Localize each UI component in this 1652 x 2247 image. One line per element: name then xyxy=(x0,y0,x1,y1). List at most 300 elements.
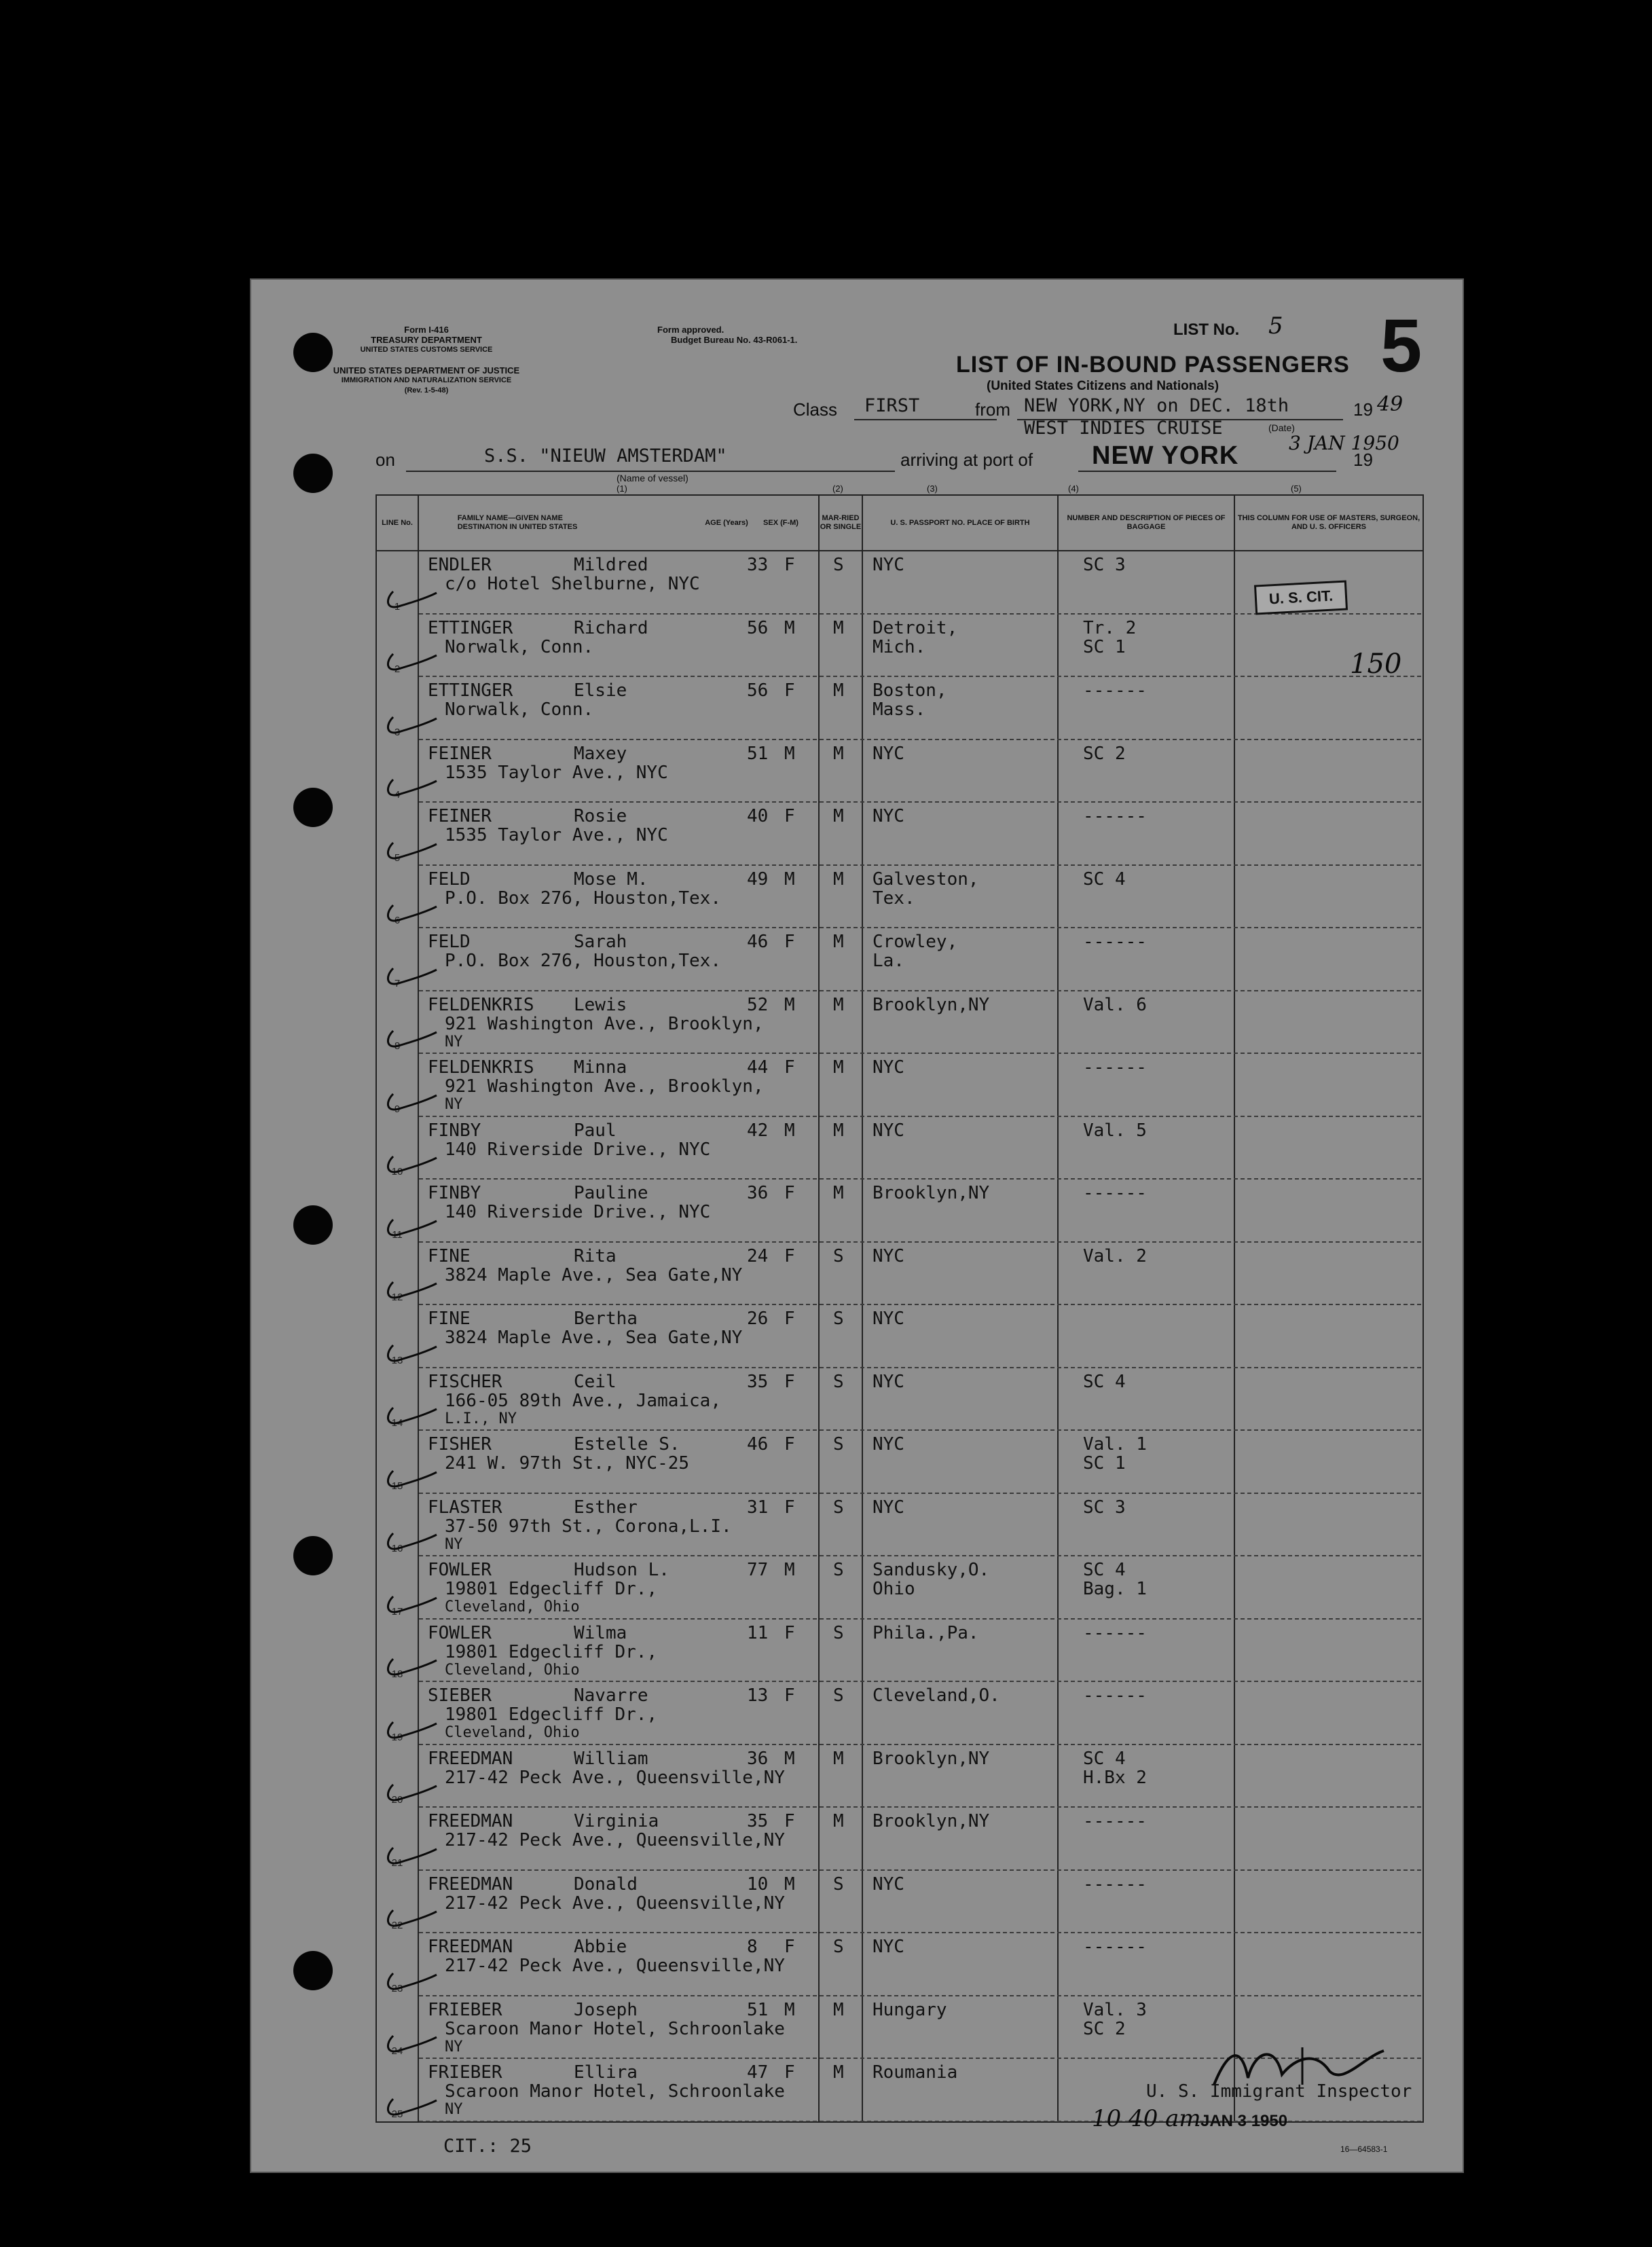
age: 44 xyxy=(747,1057,769,1078)
marital-status: M xyxy=(833,994,844,1015)
destination-line2: NY xyxy=(445,1033,463,1051)
given-name: Bertha xyxy=(574,1309,638,1329)
destination-line1: 921 Washington Ave., Brooklyn, xyxy=(445,1013,764,1034)
line-number: 12 xyxy=(391,1292,403,1303)
baggage-line1: ------ xyxy=(1083,806,1147,826)
line-number: 6 xyxy=(394,915,401,926)
table-row xyxy=(377,615,1422,677)
given-name: Mildred xyxy=(574,555,648,575)
family-name: FLASTER xyxy=(428,1497,502,1518)
destination-line2: NY xyxy=(445,2038,463,2056)
year-handwritten: 49 xyxy=(1377,392,1403,416)
given-name: Donald xyxy=(574,1874,638,1895)
baggage-line1: SC 3 xyxy=(1083,1497,1126,1518)
line-number: 7 xyxy=(394,977,401,989)
baggage-line1: Tr. 2 xyxy=(1083,617,1137,638)
baggage-line1: ------ xyxy=(1083,1937,1147,1957)
age: 51 xyxy=(747,743,769,764)
destination-line1: Norwalk, Conn. xyxy=(445,636,594,657)
sex: M xyxy=(784,1748,795,1769)
baggage-line2: SC 1 xyxy=(1083,636,1126,657)
port-stamp: NEW YORK xyxy=(1092,441,1239,470)
family-name: FEINER xyxy=(428,743,492,764)
handwritten-note: 150 xyxy=(1350,648,1402,680)
check-mark-icon xyxy=(378,1201,439,1241)
sex: F xyxy=(784,932,795,952)
binder-hole xyxy=(293,454,333,493)
line-number: 2 xyxy=(394,663,401,675)
check-mark-icon xyxy=(378,1514,439,1555)
check-mark-icon xyxy=(378,1326,439,1367)
destination-line1: 1535 Taylor Ave., NYC xyxy=(445,825,668,845)
line-number: 5 xyxy=(394,852,401,864)
given-name: Joseph xyxy=(574,1999,638,2020)
check-mark-icon xyxy=(378,949,439,990)
arrival-year-prefix: 19 xyxy=(1353,450,1373,470)
family-name: FELDENKRIS xyxy=(428,1057,534,1078)
table-row xyxy=(377,1745,1422,1808)
baggage-line2: Bag. 1 xyxy=(1083,1579,1147,1599)
line-number: 23 xyxy=(391,1982,403,1994)
family-name: ENDLER xyxy=(428,555,492,575)
destination-line1: 37-50 97th St., Corona,L.I. xyxy=(445,1516,732,1537)
birthplace-line1: NYC xyxy=(873,1245,904,1266)
marital-status: S xyxy=(833,1497,844,1518)
destination-line1: 241 W. 97th St., NYC-25 xyxy=(445,1453,690,1474)
table-row xyxy=(377,928,1422,991)
marital-status: S xyxy=(833,1245,844,1266)
table-row xyxy=(377,740,1422,803)
destination-line1: 19801 Edgecliff Dr., xyxy=(445,1704,658,1725)
table-row xyxy=(377,1556,1422,1619)
inspector-title: U. S. Immigrant Inspector xyxy=(1146,2081,1412,2102)
sex: F xyxy=(784,1622,795,1643)
binder-hole xyxy=(293,1536,333,1575)
birthplace-line1: Hungary xyxy=(873,1999,947,2020)
baggage-line2: H.Bx 2 xyxy=(1083,1767,1147,1788)
print-code: 16—64583-1 xyxy=(1340,2144,1388,2154)
check-mark-icon xyxy=(378,824,439,864)
birthplace-line1: Brooklyn,NY xyxy=(873,1811,990,1831)
age: 49 xyxy=(747,869,769,890)
birthplace-line1: NYC xyxy=(873,1057,904,1078)
marital-status: S xyxy=(833,1622,844,1643)
birthplace-line2: Tex. xyxy=(873,888,915,909)
birthplace-line1: Boston, xyxy=(873,680,947,701)
birthplace-line1: Detroit, xyxy=(873,617,958,638)
marital-status: M xyxy=(833,1183,844,1203)
birthplace-line1: Galveston, xyxy=(873,869,979,890)
baggage-line1: Val. 6 xyxy=(1083,994,1147,1015)
sex: F xyxy=(784,1057,795,1078)
sex: M xyxy=(784,1999,795,2020)
sex: F xyxy=(784,1309,795,1329)
sex: F xyxy=(784,2062,795,2083)
age: 52 xyxy=(747,994,769,1015)
line-number: 18 xyxy=(391,1668,403,1680)
family-name: FOWLER xyxy=(428,1622,492,1643)
family-name: ETTINGER xyxy=(428,617,513,638)
destination-line1: 3824 Maple Ave., Sea Gate,NY xyxy=(445,1328,743,1348)
age: 35 xyxy=(747,1371,769,1392)
family-name: FINE xyxy=(428,1245,471,1266)
destination-line2: NY xyxy=(445,1535,463,1553)
sex: F xyxy=(784,555,795,575)
family-name: FISCHER xyxy=(428,1371,502,1392)
birthplace-line1: NYC xyxy=(873,1937,904,1957)
marital-status: M xyxy=(833,617,844,638)
given-name: Hudson L. xyxy=(574,1560,669,1580)
birthplace-line1: NYC xyxy=(873,1120,904,1141)
table-row xyxy=(377,1808,1422,1870)
line-number: 11 xyxy=(392,1228,403,1241)
destination-line1: P.O. Box 276, Houston,Tex. xyxy=(445,951,721,971)
destination-line1: 921 Washington Ave., Brooklyn, xyxy=(445,1076,764,1097)
binder-hole xyxy=(293,788,333,827)
sex: M xyxy=(784,1874,795,1895)
baggage-line2: SC 1 xyxy=(1083,1453,1126,1474)
check-mark-icon xyxy=(378,1012,439,1053)
family-name: SIEBER xyxy=(428,1685,492,1706)
check-mark-icon xyxy=(378,1075,439,1116)
destination-line1: c/o Hotel Shelburne, NYC xyxy=(445,574,700,594)
age: 51 xyxy=(747,1999,769,2020)
baggage-line1: ------ xyxy=(1083,1811,1147,1831)
header-name: FAMILY NAME—GIVEN NAME DESTINATION IN UNITED STATES xyxy=(457,514,578,531)
sex: M xyxy=(784,994,795,1015)
check-mark-icon xyxy=(378,761,439,801)
check-mark-icon xyxy=(378,1137,439,1178)
check-mark-icon xyxy=(378,1640,439,1681)
marital-status: S xyxy=(833,1560,844,1580)
line-number: 20 xyxy=(391,1794,403,1806)
big-list-number: 5 xyxy=(1380,304,1422,388)
line-number: 13 xyxy=(391,1354,403,1366)
on-label: on xyxy=(375,450,395,470)
given-name: Mose M. xyxy=(574,869,648,890)
sex: F xyxy=(784,680,795,701)
budget-bureau: Budget Bureau No. 43-R061-1. xyxy=(671,335,798,345)
revision: (Rev. 1-5-48) xyxy=(404,386,449,395)
sex: M xyxy=(784,617,795,638)
marital-status: S xyxy=(833,1685,844,1706)
marital-status: M xyxy=(833,2062,844,2083)
arriving-label: arriving at port of xyxy=(900,450,1033,470)
birthplace-line1: Roumania xyxy=(873,2062,958,2083)
class-label: Class xyxy=(793,399,838,420)
check-mark-icon xyxy=(378,1829,439,1869)
age: 56 xyxy=(747,617,769,638)
given-name: Rosie xyxy=(574,806,627,826)
given-name: Ellira xyxy=(574,2062,638,2083)
table-row xyxy=(377,1494,1422,1556)
us-citizen-stamp: U. S. CIT. xyxy=(1254,580,1348,615)
from-value: NEW YORK,NY on DEC. 18th xyxy=(1024,395,1289,416)
given-name: Estelle S. xyxy=(574,1434,680,1455)
header-passport: U. S. PASSPORT NO. PLACE OF BIRTH xyxy=(890,518,1030,527)
table-row xyxy=(377,677,1422,739)
check-mark-icon xyxy=(378,1954,439,1995)
marital-status: S xyxy=(833,1874,844,1895)
given-name: Pauline xyxy=(574,1183,648,1203)
check-mark-icon xyxy=(378,2017,439,2058)
table-row xyxy=(377,1054,1422,1116)
given-name: Wilma xyxy=(574,1622,627,1643)
marital-status: S xyxy=(833,1309,844,1329)
list-no-label: LIST No. xyxy=(1173,321,1240,339)
passenger-table xyxy=(375,494,1424,2123)
given-name: Richard xyxy=(574,617,648,638)
sex: M xyxy=(784,869,795,890)
destination-line1: 166-05 89th Ave., Jamaica, xyxy=(445,1390,721,1411)
arrival-date-stamp: 3 JAN 1950 xyxy=(1289,432,1399,454)
marital-status: M xyxy=(833,680,844,701)
family-name: FOWLER xyxy=(428,1560,492,1580)
list-no-value: 5 xyxy=(1268,312,1283,340)
marital-status: M xyxy=(833,1811,844,1831)
sex: M xyxy=(784,1560,795,1580)
baggage-line1: ------ xyxy=(1083,680,1147,701)
sex: F xyxy=(784,1245,795,1266)
marital-status: M xyxy=(833,806,844,826)
baggage-line1: SC 4 xyxy=(1083,1560,1126,1580)
age: 36 xyxy=(747,1748,769,1769)
baggage-line2: SC 2 xyxy=(1083,2018,1126,2039)
family-name: FREEDMAN xyxy=(428,1937,513,1957)
age: 56 xyxy=(747,680,769,701)
header-age: AGE (Years) xyxy=(705,518,748,527)
binder-hole xyxy=(293,333,333,372)
cruise-note: WEST INDIES CRUISE xyxy=(1024,418,1223,439)
col-num-2: (2) xyxy=(832,483,843,494)
marital-status: M xyxy=(833,1120,844,1141)
family-name: FRIEBER xyxy=(428,2062,502,2083)
baggage-line1: SC 3 xyxy=(1083,555,1126,575)
line-number: 24 xyxy=(391,2045,403,2057)
table-row xyxy=(377,1305,1422,1368)
inspector-date: JAN 3 1950 xyxy=(1200,2112,1288,2130)
line-number: 4 xyxy=(394,789,401,801)
line-number: 17 xyxy=(391,1605,403,1618)
sex: F xyxy=(784,1685,795,1706)
given-name: Paul xyxy=(574,1120,617,1141)
sex: F xyxy=(784,1434,795,1455)
baggage-line1: ------ xyxy=(1083,1057,1147,1078)
birthplace-line1: Cleveland,O. xyxy=(873,1685,1000,1706)
check-mark-icon xyxy=(378,1577,439,1618)
table-row xyxy=(377,1431,1422,1493)
table-row xyxy=(377,1368,1422,1431)
destination-line1: 140 Riverside Drive., NYC xyxy=(445,1202,711,1222)
baggage-line1: ------ xyxy=(1083,1622,1147,1643)
binder-hole xyxy=(293,1951,333,1990)
check-mark-icon xyxy=(378,1766,439,1806)
family-name: FELDENKRIS xyxy=(428,994,534,1015)
age: 31 xyxy=(747,1497,769,1518)
given-name: Ceil xyxy=(574,1371,617,1392)
check-mark-icon xyxy=(378,2080,439,2121)
sex: F xyxy=(784,1371,795,1392)
col-num-1: (1) xyxy=(617,483,627,494)
table-row xyxy=(377,1933,1422,1996)
birthplace-line1: NYC xyxy=(873,1874,904,1895)
treasury-dept: TREASURY DEPARTMENT xyxy=(371,335,482,345)
header-officers: THIS COLUMN FOR USE OF MASTERS, SURGEON, AND U. S. OFFICERS xyxy=(1237,514,1420,531)
destination-line1: 19801 Edgecliff Dr., xyxy=(445,1579,658,1599)
marital-status: M xyxy=(833,1748,844,1769)
destination-line1: 217-42 Peck Ave., Queensville,NY xyxy=(445,1956,785,1976)
given-name: Rita xyxy=(574,1245,617,1266)
binder-hole xyxy=(293,1205,333,1245)
given-name: Sarah xyxy=(574,932,627,952)
family-name: FEINER xyxy=(428,806,492,826)
check-mark-icon xyxy=(378,1452,439,1493)
age: 46 xyxy=(747,1434,769,1455)
table-row xyxy=(377,866,1422,928)
justice-dept: UNITED STATES DEPARTMENT OF JUSTICE xyxy=(333,365,520,376)
family-name: FINBY xyxy=(428,1183,481,1203)
check-mark-icon xyxy=(378,1891,439,1932)
given-name: Elsie xyxy=(574,680,627,701)
family-name: FREEDMAN xyxy=(428,1811,513,1831)
age: 13 xyxy=(747,1685,769,1706)
time-handwritten: 10 40 am xyxy=(1092,2105,1201,2132)
table-row xyxy=(377,1243,1422,1305)
line-number: 14 xyxy=(391,1417,403,1429)
destination-line2: Cleveland, Ohio xyxy=(445,1724,580,1741)
line-number: 25 xyxy=(391,2108,403,2120)
citizen-total: CIT.: 25 xyxy=(443,2136,532,2157)
baggage-line1: SC 4 xyxy=(1083,1371,1126,1392)
form-title: LIST OF IN-BOUND PASSENGERS xyxy=(956,352,1350,378)
line-number: 3 xyxy=(394,726,401,738)
destination-line2: NY xyxy=(445,2101,463,2118)
marital-status: S xyxy=(833,1371,844,1392)
birthplace-line1: NYC xyxy=(873,555,904,575)
marital-status: M xyxy=(833,743,844,764)
baggage-line1: ------ xyxy=(1083,1685,1147,1706)
birthplace-line1: NYC xyxy=(873,1497,904,1518)
family-name: FINE xyxy=(428,1309,471,1329)
marital-status: M xyxy=(833,869,844,890)
check-mark-icon xyxy=(378,1703,439,1744)
destination-line2: L.I., NY xyxy=(445,1410,517,1427)
check-mark-icon xyxy=(378,1263,439,1304)
sex: F xyxy=(784,1811,795,1831)
line-number: 21 xyxy=(391,1857,403,1869)
destination-line2: Cleveland, Ohio xyxy=(445,1599,580,1615)
col-num-3: (3) xyxy=(927,483,938,494)
destination-line1: 217-42 Peck Ave., Queensville,NY xyxy=(445,1893,785,1914)
check-mark-icon xyxy=(378,635,439,676)
baggage-line1: ------ xyxy=(1083,932,1147,952)
destination-line1: Scaroon Manor Hotel, Schroonlake xyxy=(445,2081,785,2102)
family-name: FELD xyxy=(428,869,471,890)
header-married: MAR-RIED OR SINGLE xyxy=(820,514,862,531)
family-name: FINBY xyxy=(428,1120,481,1141)
baggage-line1: ------ xyxy=(1083,1183,1147,1203)
birthplace-line2: Mich. xyxy=(873,636,926,657)
check-mark-icon xyxy=(378,1389,439,1429)
birthplace-line1: NYC xyxy=(873,743,904,764)
from-label: from xyxy=(975,399,1010,420)
table-row xyxy=(377,1682,1422,1744)
header-sex: SEX (F-M) xyxy=(763,518,799,527)
given-name: Abbie xyxy=(574,1937,627,1957)
given-name: Esther xyxy=(574,1497,638,1518)
sex: F xyxy=(784,1497,795,1518)
line-number: 9 xyxy=(394,1103,401,1115)
form-number: Form I-416 xyxy=(404,325,449,335)
baggage-line1: ------ xyxy=(1083,1874,1147,1895)
age: 33 xyxy=(747,555,769,575)
destination-line1: 19801 Edgecliff Dr., xyxy=(445,1641,658,1662)
destination-line2: NY xyxy=(445,1096,463,1113)
vessel-name: S.S. "NIEUW AMSTERDAM" xyxy=(484,445,727,467)
age: 46 xyxy=(747,932,769,952)
birthplace-line1: NYC xyxy=(873,806,904,826)
given-name: Virginia xyxy=(574,1811,659,1831)
form-subtitle: (United States Citizens and Nationals) xyxy=(987,379,1219,393)
birthplace-line2: Ohio xyxy=(873,1579,915,1599)
class-value: FIRST xyxy=(864,395,920,416)
birthplace-line1: Brooklyn,NY xyxy=(873,1183,990,1203)
family-name: ETTINGER xyxy=(428,680,513,701)
line-number: 15 xyxy=(391,1480,403,1492)
check-mark-icon xyxy=(378,886,439,927)
check-mark-icon xyxy=(378,698,439,739)
baggage-line1: SC 2 xyxy=(1083,743,1126,764)
age: 8 xyxy=(747,1937,758,1957)
customs-service: UNITED STATES CUSTOMS SERVICE xyxy=(360,346,493,354)
age: 77 xyxy=(747,1560,769,1580)
sex: F xyxy=(784,1183,795,1203)
destination-line1: P.O. Box 276, Houston,Tex. xyxy=(445,888,721,909)
baggage-line1: Val. 3 xyxy=(1083,1999,1147,2020)
check-mark-icon xyxy=(378,572,439,613)
marital-status: S xyxy=(833,1937,844,1957)
birthplace-line1: Phila.,Pa. xyxy=(873,1622,979,1643)
given-name: Lewis xyxy=(574,994,627,1015)
col-num-4: (4) xyxy=(1068,483,1079,494)
baggage-line1: SC 4 xyxy=(1083,869,1126,890)
sex: F xyxy=(784,806,795,826)
given-name: Minna xyxy=(574,1057,627,1078)
line-number: 16 xyxy=(391,1543,403,1554)
line-number: 10 xyxy=(391,1166,403,1177)
destination-line1: Norwalk, Conn. xyxy=(445,699,594,720)
birthplace-line1: NYC xyxy=(873,1434,904,1455)
destination-line1: 3824 Maple Ave., Sea Gate,NY xyxy=(445,1264,743,1285)
birthplace-line1: Brooklyn,NY xyxy=(873,1748,990,1769)
line-number: 8 xyxy=(394,1040,401,1052)
col-num-5: (5) xyxy=(1291,483,1302,494)
destination-line1: Scaroon Manor Hotel, Schroonlake xyxy=(445,2018,785,2039)
birthplace-line1: Brooklyn,NY xyxy=(873,994,990,1015)
sex: F xyxy=(784,1937,795,1957)
table-row xyxy=(377,803,1422,865)
family-name: FRIEBER xyxy=(428,1999,502,2020)
birthplace-line1: Sandusky,O. xyxy=(873,1560,990,1580)
table-row xyxy=(377,991,1422,1054)
age: 35 xyxy=(747,1811,769,1831)
birthplace-line2: La. xyxy=(873,951,904,971)
baggage-line1: Val. 5 xyxy=(1083,1120,1147,1141)
year-prefix: 19 xyxy=(1353,399,1373,420)
baggage-line1: Val. 2 xyxy=(1083,1245,1147,1266)
table-row xyxy=(377,1180,1422,1242)
marital-status: M xyxy=(833,1999,844,2020)
